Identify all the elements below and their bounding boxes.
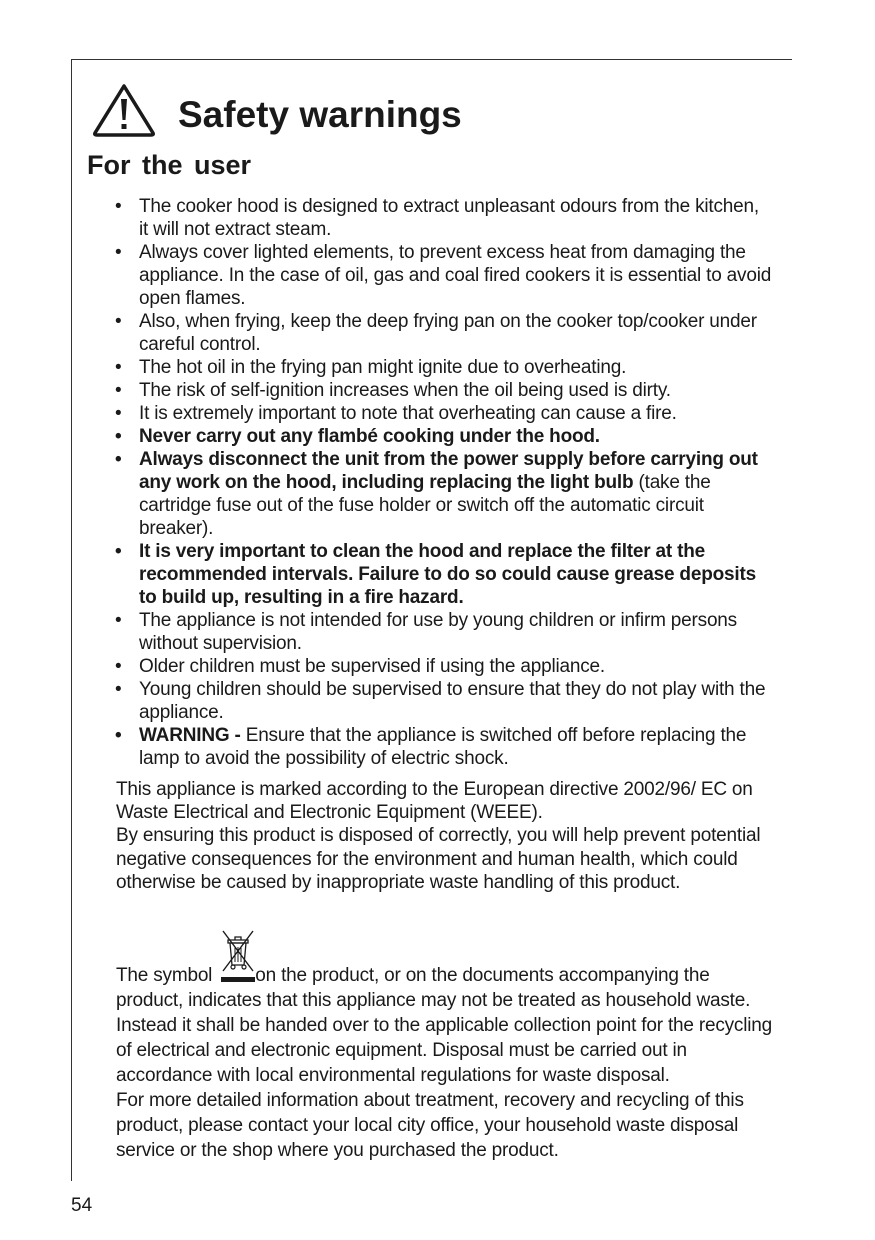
page-title: Safety warnings [178, 94, 462, 135]
list-item: • The appliance is not intended for use by young children or infirm persons without supervision. [113, 609, 773, 655]
list-item: • The hot oil in the frying pan might ignite due to overheating. [113, 356, 773, 379]
list-item: • Older children must be supervised if using the appliance. [113, 655, 773, 678]
list-item: • The cooker hood is designed to extract unpleasant odours from the kitchen, it will not extract steam. [113, 195, 773, 241]
list-item: • It is extremely important to note that overheating can cause a fire. [113, 402, 773, 425]
page-number: 54 [71, 1195, 93, 1216]
section-subtitle: For the user [87, 150, 252, 180]
crossed-out-wheelie-bin-icon [217, 963, 255, 987]
list-item: • It is very important to clean the hood and replace the filter at the recommended intervals. Failure to do so could cause grease deposits to build up, resulting in a fire hazard. [113, 540, 773, 609]
weee-marked-text: This appliance is marked according to the European directive 2002/96/ EC on Waste Electrical and Electronic Equipment (WEEE). [116, 779, 753, 824]
weee-ensure-text: By ensuring this product is disposed of correctly, you will help prevent potential negative consequences for the environment and human health, which could otherwise be caused by inappropriate waste handling of this product. [116, 825, 761, 893]
disposal-paragraph [116, 963, 776, 1163]
list-item: • The risk of self-ignition increases when the oil being used is dirty. [113, 379, 773, 402]
list-item: • Always cover lighted elements, to prevent excess heat from damaging the appliance. In the case of oil, gas and coal fired cookers it is essential to avoid open flames. [113, 241, 773, 310]
title-row [92, 82, 792, 142]
top-rule [71, 59, 792, 60]
list-item: • Young children should be supervised to ensure that they do not play with the appliance. [113, 678, 773, 724]
list-item: • Always disconnect the unit from the power supply before carrying out any work on the hood, including replacing the light bulb (take the cartridge fuse out of the fuse holder or switch off the automatic circuit breaker). [113, 448, 773, 540]
left-rule [71, 59, 72, 1181]
warning-triangle-icon [92, 82, 156, 138]
warning-list [113, 195, 773, 770]
more-info-text: For more detailed information about treatment, recovery and recycling of this product, please contact your local city office, your household waste disposal service or the shop where you purchased the product. [116, 1090, 744, 1161]
list-item: • Never carry out any flambé cooking under the hood. [113, 425, 773, 448]
list-item: • WARNING - Ensure that the appliance is switched off before replacing the lamp to avoid the possibility of electric shock. [113, 724, 773, 770]
list-item: • Also, when frying, keep the deep frying pan on the cooker top/cooker under careful control. [113, 310, 773, 356]
symbol-text: The symbol on the product, or on the documents accompanying the product, indicates that this appliance may not be treated as household waste. Instead it shall be handed over to the applicable collection point for the recycling of electrical and electronic equipment. Disposal must be carried out in accordance with local environmental regulations for waste disposal. [116, 963, 776, 1088]
weee-paragraph [116, 778, 776, 894]
